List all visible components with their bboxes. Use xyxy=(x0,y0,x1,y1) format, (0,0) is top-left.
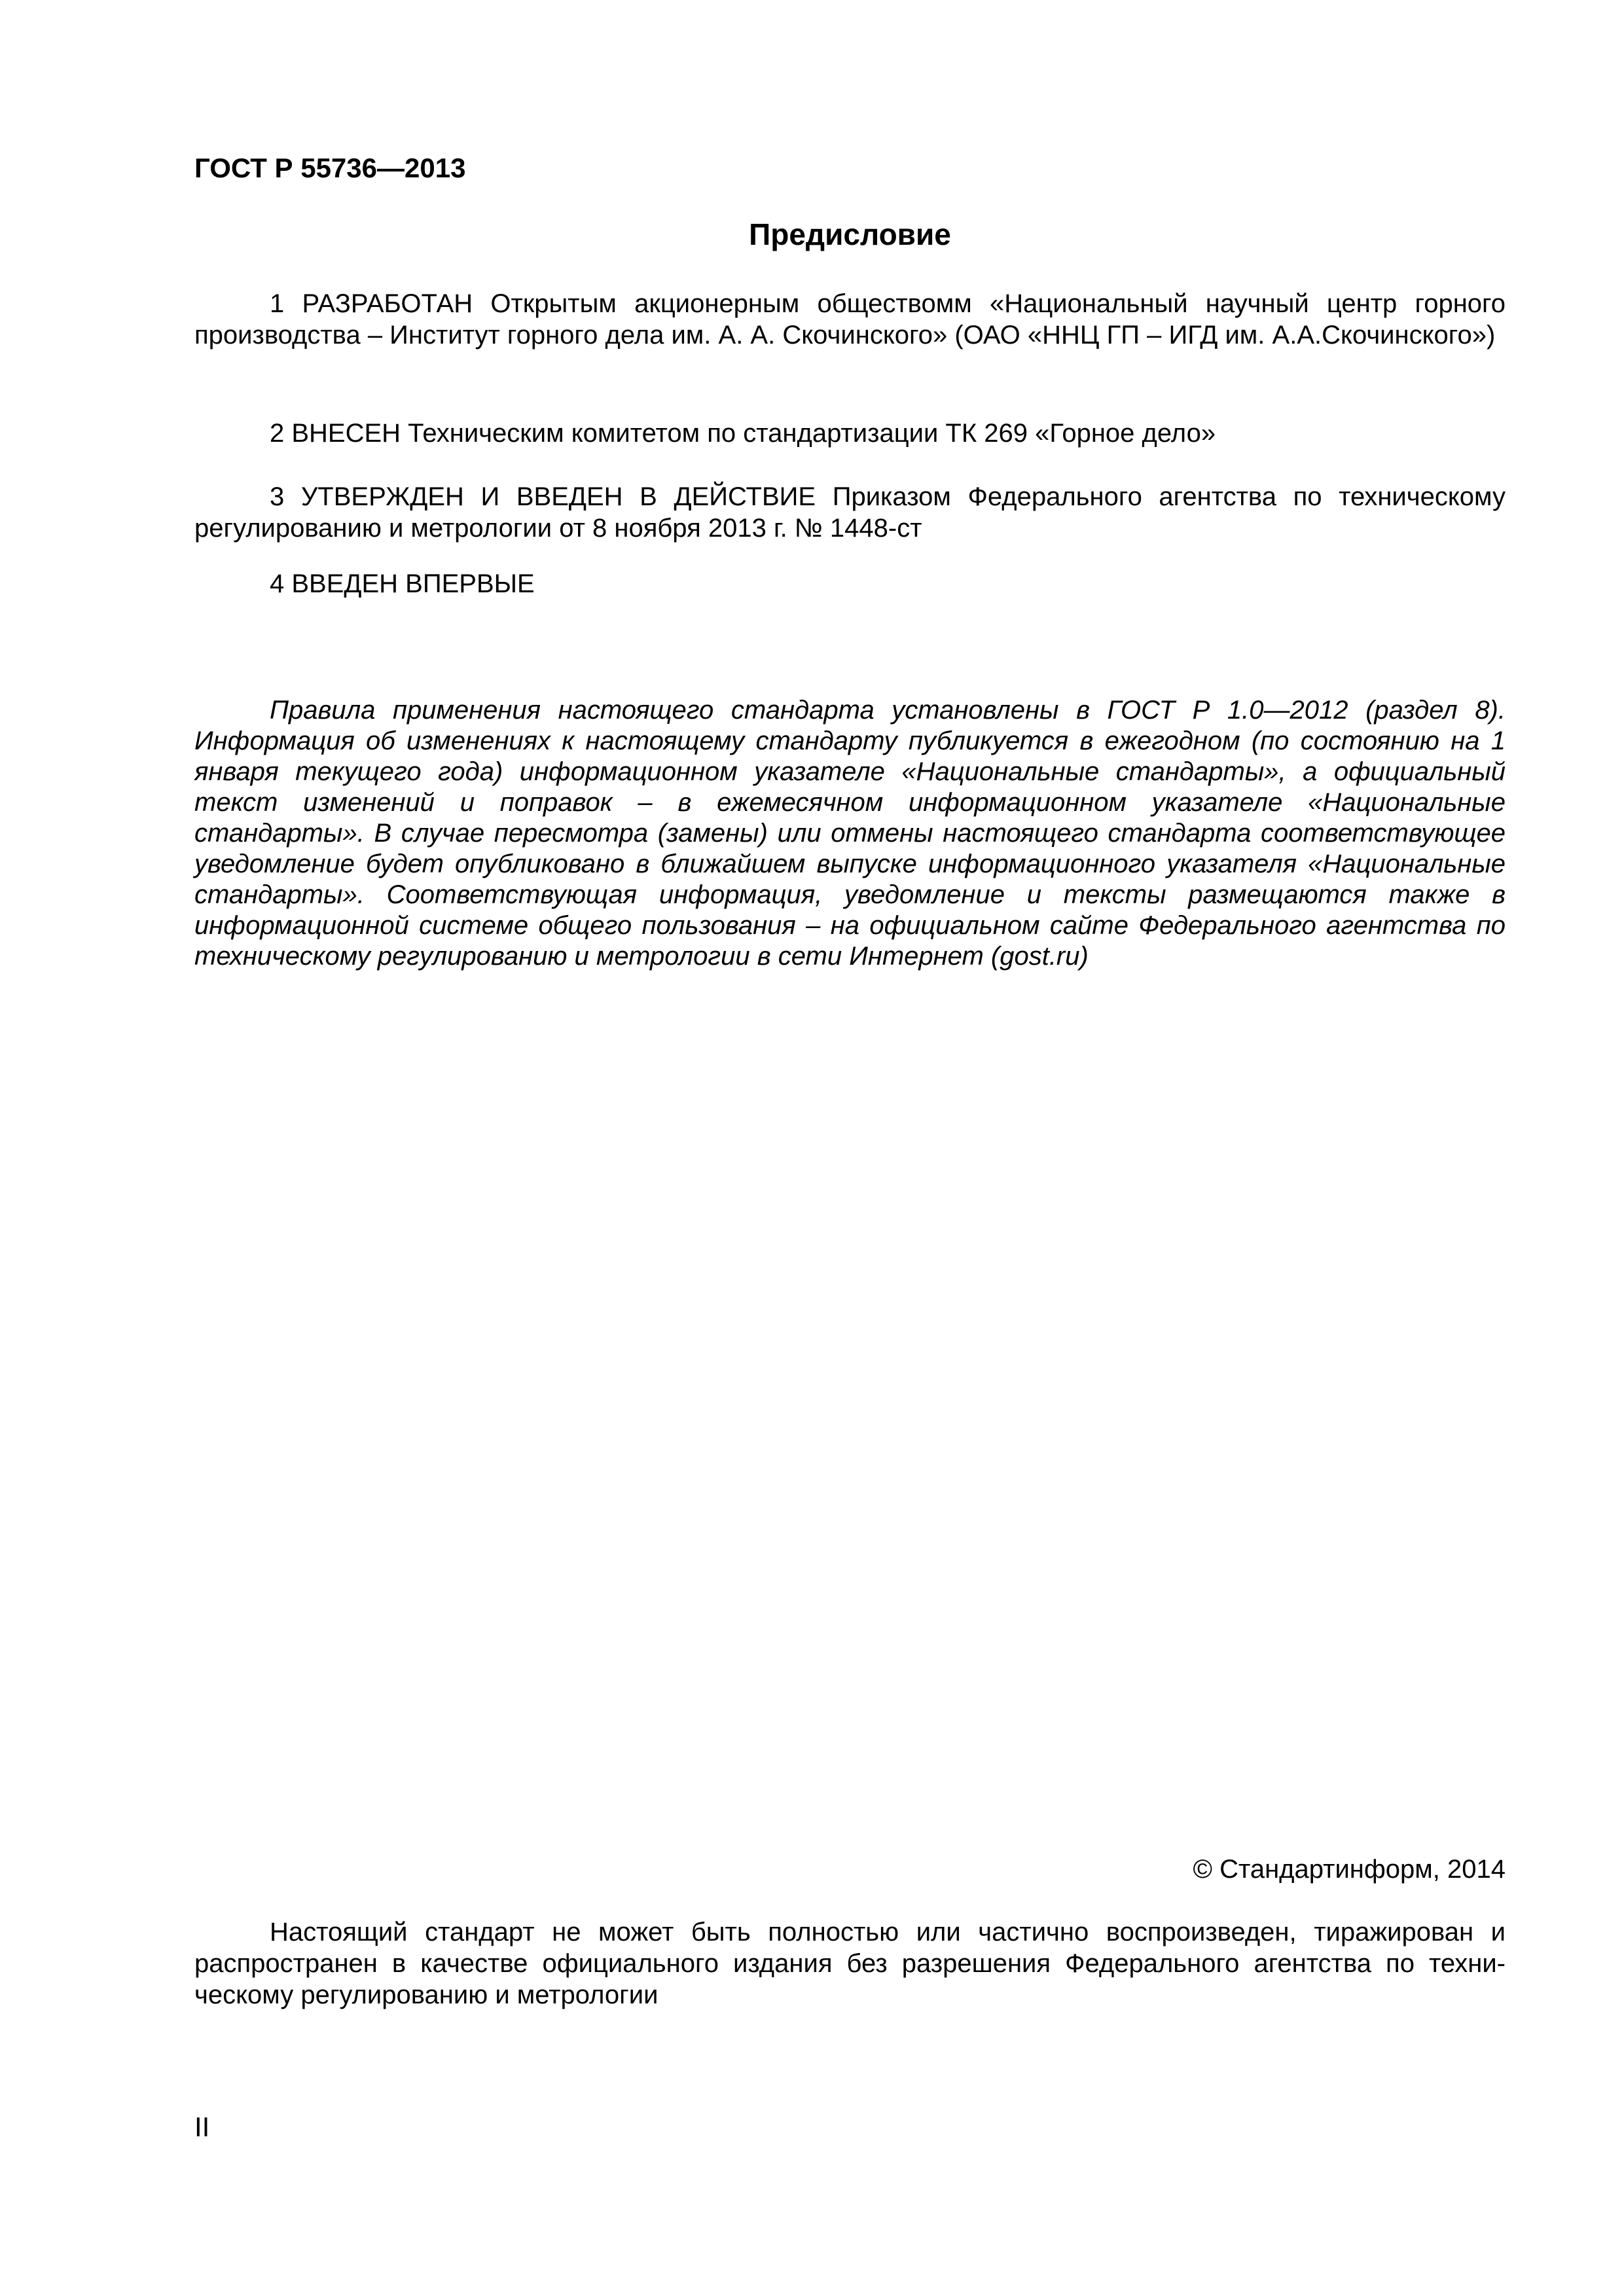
foreword-item-submitted: 2 ВНЕСЕН Техническим комитетом по стандартизации ТК 269 «Горное дело» xyxy=(270,419,1216,448)
application-rules-note: Правила применения настоящего стандарта установлены в ГОСТ Р 1.0—2012 (раздел 8). Информация об изменениях к настоящему стандарту публикуется в ежегодном (по состоянию на 1 января текущего года) информационном указателе «Национальные стандарты», а официальный текст изменений и поправок – в ежемесячном информационном указателе «Национальные стандарты». В случае пересмотра (замены) или отмены настоящего стандарта соответствующее уведомление будет опубликовано в ближайшем выпуске информационного указателя «Национальные стандарты». Соответствующая информация, уведомление и тексты размещаются также в информационной системе общего пользования – на официальном сайте Федерального агентства по техническому регулированию и метрологии в сети Интернет (gost.ru) xyxy=(194,696,1506,971)
foreword-item-approved: 3 УТВЕРЖДЕН И ВВЕДЕН В ДЕЙСТВИЕ Приказом Федерального агентства по техническому регулированию и метрологии от 8 ноября 2013 г. № 1448-ст xyxy=(194,482,1506,543)
page-number: II xyxy=(194,2111,210,2142)
copyright-notice: © Стандартинформ, 2014 xyxy=(1193,1855,1506,1884)
foreword-item-developed: 1 РАЗРАБОТАН Открытым акционерным обществомм «Национальный научный центр горного производства – Институт горного дела им. А. А. Скочинского» (ОАО «ННЦ ГП – ИГД им. А.А.Скочинского») xyxy=(194,289,1506,350)
page-title: Предисловие xyxy=(749,217,951,251)
document-code: ГОСТ Р 55736—2013 xyxy=(194,152,466,183)
reproduction-notice: Настоящий стандарт не может быть полностью или частично воспроизведен, тиражирован и распространен в качестве официального издания без разрешения Федерального агентства по техническому регулированию и метрологии xyxy=(194,1918,1506,2009)
foreword-item-first-introduced: 4 ВВЕДЕН ВПЕРВЫЕ xyxy=(270,569,535,598)
